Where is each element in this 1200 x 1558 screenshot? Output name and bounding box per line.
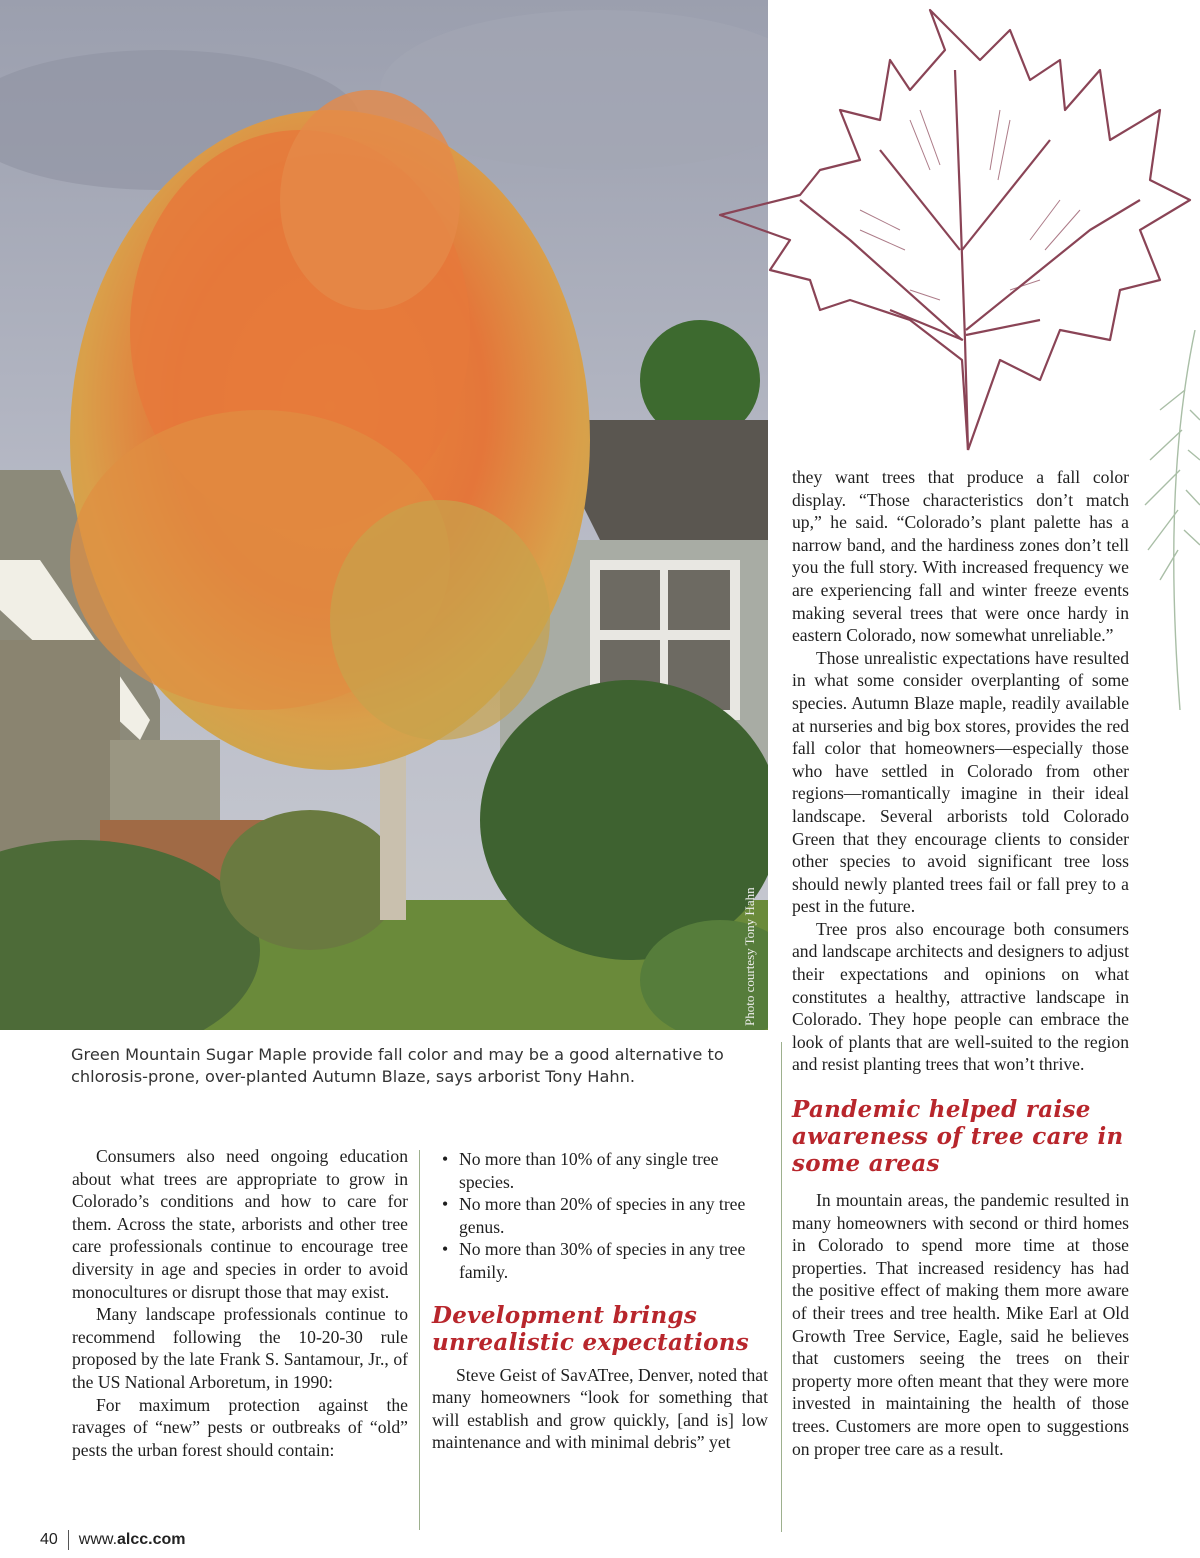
site-url[interactable] xyxy=(79,1531,186,1549)
list-item: • No more than 20% of species in any tree genus. xyxy=(432,1193,768,1238)
left-column-text xyxy=(72,1145,408,1461)
paragraph: In mountain areas, the pandemic resulted in many homeowners with second or third homes in Colorado to spend more time at those properties. That increased residency has had the positive effect of making them more aware of their trees and tree health. Mike Earl at Old Growth Tree Service, Eagle, said he believes that customers seeing the trees on their property more often meant that they were more invested in maintaining the health of those trees. Customers are more open to suggestions on proper tree care as a result. xyxy=(792,1190,1129,1459)
maple-tree-photo-graphic xyxy=(0,0,768,1030)
photo-caption: Green Mountain Sugar Maple provide fall color and may be a good alternative to chlorosis-prone, over-planted Autumn Blaze, says arborist Tony Hahn. xyxy=(71,1045,724,1086)
middle-column-text xyxy=(432,1148,768,1454)
fern-sketch-icon xyxy=(1140,330,1200,710)
maple-tree-photo xyxy=(0,0,768,1030)
site-url-domain: alcc.com xyxy=(117,1531,186,1548)
heading-development: Development brings unrealistic expectations xyxy=(432,1301,750,1356)
list-item: • No more than 30% of species in any tree family. xyxy=(432,1238,768,1283)
page-number: 40 xyxy=(40,1531,58,1548)
list-item: • No more than 10% of any single tree species. xyxy=(432,1148,768,1193)
photo-credit: Photo courtesy Tony Hahn xyxy=(742,887,757,1026)
column-divider xyxy=(419,1150,420,1530)
pandemic-column-text xyxy=(792,1189,1129,1460)
maple-leaf-sketch-icon xyxy=(710,0,1200,460)
column-divider xyxy=(781,1042,782,1532)
paragraph: Many landscape professionals continue to recommend following the 10-20-30 rule proposed by the late Frank S. Santamour, Jr., of the US National Arboretum, in 1990: xyxy=(72,1304,408,1392)
right-column-text xyxy=(792,466,1129,1076)
footer-divider xyxy=(68,1530,69,1550)
paragraph: For maximum protection against the ravages of “new” pests or outbreaks of “old” pests the urban forest should contain: xyxy=(72,1394,408,1460)
tree-diversity-list xyxy=(432,1148,768,1284)
heading-pandemic: Pandemic helped raise awareness of tree care in some areas xyxy=(792,1096,1124,1177)
paragraph: Consumers also need ongoing education about what trees are appropriate to grow in Colorado’s conditions and how to care for them. Across the state, arborists and other tree care professionals continue to encourage tree diversity in age and species in order to avoid monocultures or disrupt those that may exist. xyxy=(72,1146,408,1302)
paragraph: Those unrealistic expectations have resulted in what some consider overplanting of some species. Autumn Blaze maple, readily available at nurseries and big box stores, provides the red fall color that homeowners—especially those who have settled in Colorado from other regions—romantically imagine in their ideal landscape. Several arborists told Colorado Green that they encourage clients to consider other species to avoid significant tree loss should newly planted trees fail or fall prey to a pest in the future. xyxy=(792,647,1129,917)
paragraph: Tree pros also encourage both consumers and landscape architects and designers to adjust their expectations and opinions on what constitutes a healthy, attractive landscape in Colorado. They hope people can embrace the look of plants that are well-suited to the region and resist planting trees that won’t thrive. xyxy=(792,918,1129,1075)
page-footer xyxy=(40,1530,186,1550)
paragraph: Steve Geist of SavATree, Denver, noted that many homeowners “look for something that will establish and grow quickly, [and is] low maintenance and with minimal debris” yet xyxy=(432,1364,768,1453)
site-url-prefix: www. xyxy=(78,1531,118,1548)
paragraph: they want trees that produce a fall color display. “Those characteristics don’t match up,” he said. “Colorado’s plant palette has a narrow band, and the hardiness zones don’t tell you the full story. With increased frequency we are experiencing fall and winter freeze events making several trees that were once hardy in eastern Colorado, now somewhat unreliable.” xyxy=(792,467,1129,646)
